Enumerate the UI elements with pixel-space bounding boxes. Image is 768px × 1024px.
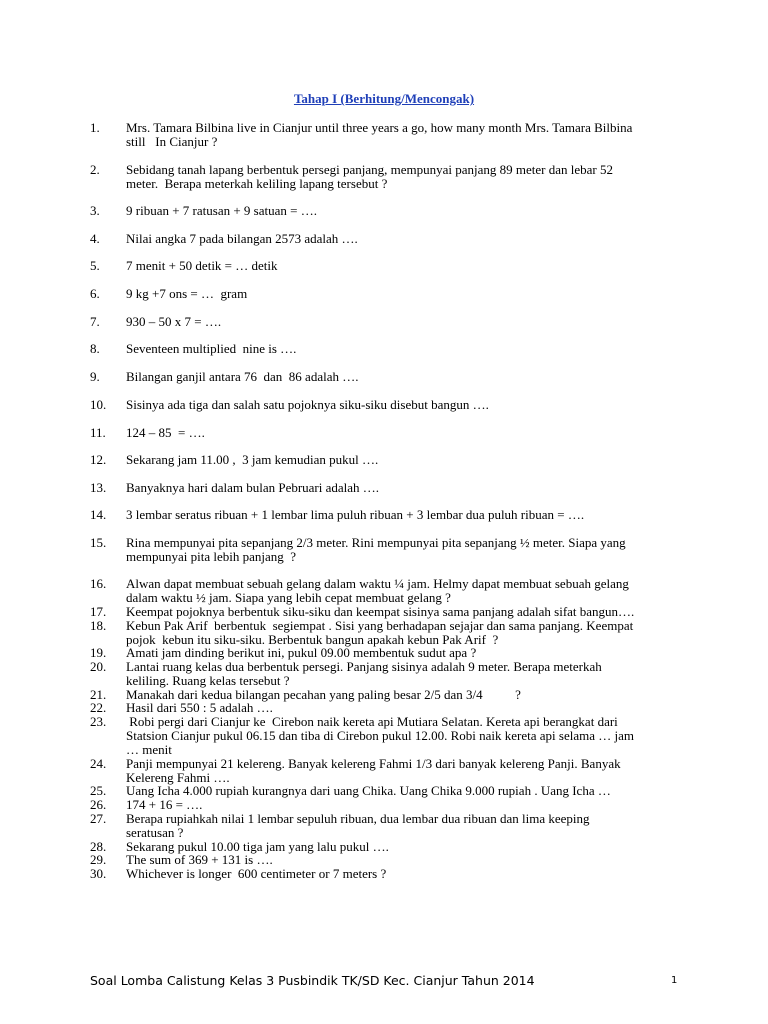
question-text: Amati jam dinding berikut ini, pukul 09.00 membentuk sudut apa ? — [126, 645, 477, 660]
question-number: 25. — [90, 783, 107, 798]
question-text: 9 kg +7 ons = … gram — [126, 286, 248, 301]
question-number: 11. — [90, 425, 106, 440]
question-text: 930 – 50 x 7 = …. — [126, 314, 222, 329]
question-item — [90, 812, 690, 840]
question-number: 29. — [90, 852, 107, 867]
question-number: 3. — [90, 203, 100, 218]
question-text: Nilai angka 7 pada bilangan 2573 adalah …. — [126, 231, 358, 246]
question-item — [90, 342, 690, 356]
question-text: Keempat pojoknya berbentuk siku-siku dan keempat sisinya sama panjang adalah sifat bangun…. — [126, 604, 635, 619]
question-number: 12. — [90, 452, 107, 467]
question-number: 13. — [90, 480, 107, 495]
question-text: Whichever is longer 600 centimeter or 7 meters ? — [126, 866, 387, 881]
page-number: 1 — [671, 975, 678, 986]
question-item — [90, 259, 690, 273]
question-number: 18. — [90, 618, 107, 633]
question-item — [90, 619, 690, 647]
question-item — [90, 784, 690, 798]
question-item — [90, 701, 690, 715]
question-text: Robi pergi dari Cianjur ke Cirebon naik kereta api Mutiara Selatan. Kereta api berangkat dari Statsion Cianjur pukul 06.15 dan tiba di Cirebon pukul 12.00. Robi naik kereta api selama … jam … menit — [126, 714, 635, 757]
question-text: 9 ribuan + 7 ratusan + 9 satuan = …. — [126, 203, 317, 218]
question-number: 14. — [90, 507, 107, 522]
question-number: 17. — [90, 604, 107, 619]
question-text: Kebun Pak Arif berbentuk segiempat . Sisi yang berhadapan sejajar dan sama panjang. Keempat pojok kebun itu siku-siku. Berbentuk bangun apakah kebun Pak Arif ? — [126, 618, 634, 647]
question-item — [90, 315, 690, 329]
question-text: Hasil dari 550 : 5 adalah …. — [126, 700, 273, 715]
question-text: Sekarang jam 11.00 , 3 jam kemudian pukul …. — [126, 452, 379, 467]
question-item — [90, 453, 690, 467]
question-text: Mrs. Tamara Bilbina live in Cianjur until three years a go, how many month Mrs. Tamara Bilbina still In Cianjur ? — [126, 120, 633, 149]
question-item — [90, 232, 690, 246]
question-item — [90, 204, 690, 218]
question-number: 19. — [90, 645, 107, 660]
question-number: 10. — [90, 397, 107, 412]
question-text: 3 lembar seratus ribuan + 1 lembar lima puluh ribuan + 3 lembar dua puluh ribuan = …. — [126, 507, 585, 522]
page-title: Tahap I (Berhitung/Mencongak) — [293, 91, 475, 106]
question-text: Sekarang pukul 10.00 tiga jam yang lalu pukul …. — [126, 839, 389, 854]
question-text: Berapa rupiahkah nilai 1 lembar sepuluh ribuan, dua lembar dua ribuan dan lima keeping seratusan ? — [126, 811, 590, 840]
question-item — [90, 163, 690, 191]
question-number: 21. — [90, 687, 107, 702]
question-number: 6. — [90, 286, 100, 301]
question-number: 5. — [90, 258, 100, 273]
question-text: Seventeen multiplied nine is …. — [126, 341, 297, 356]
question-item — [90, 798, 690, 812]
question-item — [90, 426, 690, 440]
question-item — [90, 287, 690, 301]
question-item — [90, 646, 690, 660]
question-text: Panji mempunyai 21 kelereng. Banyak kelereng Fahmi 1/3 dari banyak kelereng Panji. Banyak Kelereng Fahmi …. — [126, 756, 621, 785]
question-item — [90, 757, 690, 785]
question-number: 20. — [90, 659, 107, 674]
question-item — [90, 508, 690, 522]
question-item — [90, 536, 690, 564]
question-item — [90, 853, 690, 867]
question-item — [90, 481, 690, 495]
question-number: 24. — [90, 756, 107, 771]
question-text: Uang Icha 4.000 rupiah kurangnya dari uang Chika. Uang Chika 9.000 rupiah . Uang Icha … — [126, 783, 611, 798]
question-item — [90, 715, 690, 756]
question-text: 124 – 85 = …. — [126, 425, 205, 440]
question-text: Bilangan ganjil antara 76 dan 86 adalah …. — [126, 369, 359, 384]
question-text: Sebidang tanah lapang berbentuk persegi panjang, mempunyai panjang 89 meter dan lebar 52 meter. Berapa meterkah keliling lapang tersebut ? — [126, 162, 613, 191]
question-text: 7 menit + 50 detik = … detik — [126, 258, 278, 273]
question-text: Rina mempunyai pita sepanjang 2/3 meter. Rini mempunyai pita sepanjang ½ meter. Siapa yang mempunyai pita lebih panjang ? — [126, 535, 626, 564]
question-item — [90, 370, 690, 384]
question-text: Sisinya ada tiga dan salah satu pojoknya siku-siku disebut bangun …. — [126, 397, 489, 412]
question-text: Banyaknya hari dalam bulan Pebruari adalah …. — [126, 480, 380, 495]
page-footer: Soal Lomba Calistung Kelas 3 Pusbindik TK/SD Kec. Cianjur Tahun 2014 — [90, 973, 535, 988]
question-number: 8. — [90, 341, 100, 356]
question-number: 1. — [90, 120, 100, 135]
question-item — [90, 867, 690, 881]
question-number: 30. — [90, 866, 107, 881]
question-number: 28. — [90, 839, 107, 854]
question-item — [90, 660, 690, 688]
question-number: 27. — [90, 811, 107, 826]
question-number: 4. — [90, 231, 100, 246]
question-number: 22. — [90, 700, 107, 715]
question-number: 15. — [90, 535, 107, 550]
question-number: 23. — [90, 714, 107, 729]
question-item — [90, 605, 690, 619]
question-number: 9. — [90, 369, 100, 384]
question-number: 16. — [90, 576, 107, 591]
question-item — [90, 398, 690, 412]
question-text: Lantai ruang kelas dua berbentuk persegi. Panjang sisinya adalah 9 meter. Berapa meterkah keliling. Ruang kelas tersebut ? — [126, 659, 602, 688]
question-item — [90, 121, 690, 149]
question-text: The sum of 369 + 131 is …. — [126, 852, 273, 867]
question-number: 7. — [90, 314, 100, 329]
question-number: 2. — [90, 162, 100, 177]
question-text: Manakah dari kedua bilangan pecahan yang paling besar 2/5 dan 3/4 ? — [126, 687, 521, 702]
question-text: Alwan dapat membuat sebuah gelang dalam waktu ¼ jam. Helmy dapat membuat sebuah gelang dalam waktu ½ jam. Siapa yang lebih cepat membuat gelang ? — [126, 576, 629, 605]
question-text: 174 + 16 = …. — [126, 797, 203, 812]
question-item — [90, 577, 690, 605]
question-number: 26. — [90, 797, 107, 812]
